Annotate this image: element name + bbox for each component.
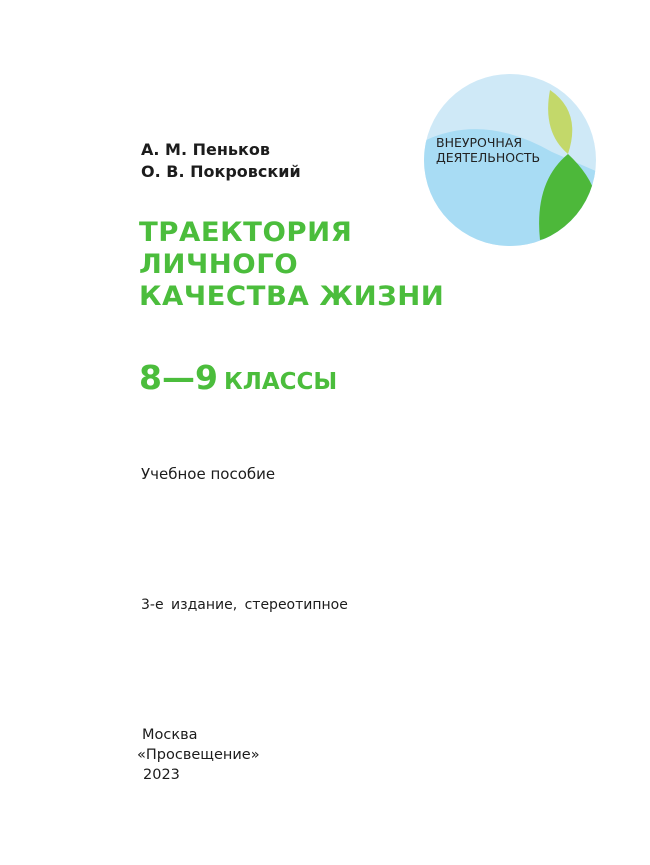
publisher-block bbox=[137, 725, 260, 785]
grade-label: КЛАССЫ bbox=[223, 369, 338, 395]
badge-line-2: ДЕЯТЕЛЬНОСТЬ bbox=[436, 150, 541, 165]
authors bbox=[141, 139, 301, 183]
publisher-name: «Просвещение» bbox=[137, 747, 260, 763]
title-line-1: ТРАЕКТОРИЯ bbox=[139, 217, 353, 248]
edition-info: 3-е издание, стереотипное bbox=[141, 597, 348, 613]
publisher-city: Москва bbox=[142, 727, 198, 743]
badge-label bbox=[436, 135, 540, 165]
grade-range bbox=[139, 358, 337, 397]
author-1: А. М. Пеньков bbox=[141, 140, 270, 159]
publication-year: 2023 bbox=[143, 767, 180, 783]
book-title bbox=[139, 217, 444, 313]
title-line-2: ЛИЧНОГО bbox=[139, 249, 299, 280]
grade-numbers: 8—9 bbox=[139, 358, 218, 397]
author-2: О. В. Покровский bbox=[141, 162, 301, 181]
book-type: Учебное пособие bbox=[141, 465, 276, 483]
title-line-3: КАЧЕСТВА ЖИЗНИ bbox=[139, 281, 445, 312]
badge-line-1: ВНЕУРОЧНАЯ bbox=[436, 135, 523, 150]
